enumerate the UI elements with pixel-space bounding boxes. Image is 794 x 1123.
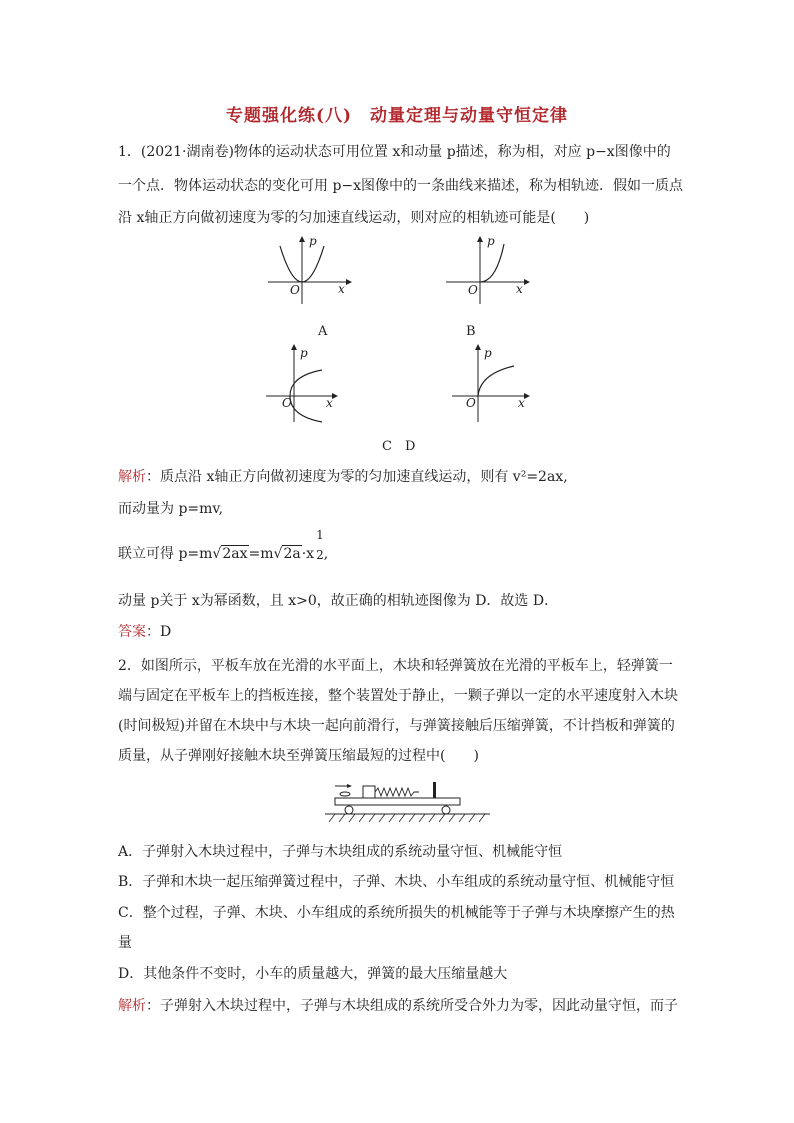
- formula-part-2: =m: [248, 546, 274, 562]
- solution1-line-2: 而动量为 p=mv,: [118, 501, 224, 517]
- graph-c-y-label: p: [300, 346, 308, 360]
- graph-d-x-label: x: [518, 396, 525, 410]
- solution2-label: 解析: [118, 998, 146, 1014]
- solution1-text-1: ：质点沿 x轴正方向做初速度为零的匀加速直线运动，则有 v²=2ax,: [146, 469, 568, 485]
- formula-part-1: 联立可得 p=m: [118, 546, 213, 562]
- graph-d: [450, 344, 540, 424]
- q2-line-4: 质量，从子弹刚好接触木块至弹簧压缩最短的过程中( ): [118, 748, 479, 764]
- q1-line-1: 1．(2021·湖南卷)物体的运动状态可用位置 x和动量 p描述，称为相，对应 p−x图像中的: [118, 144, 671, 160]
- q2-line-2: 端与固定在平板车上的挡板连接，整个装置处于静止，一颗子弹以一定的水平速度射入木块: [118, 688, 678, 704]
- graph-b-label: B: [466, 324, 476, 339]
- graph-a-y-label: p: [309, 234, 317, 248]
- answer-label: 答案: [118, 624, 146, 640]
- answer1: [118, 622, 171, 642]
- graph-d-y-label: p: [484, 346, 492, 360]
- q2-option-b: B．子弹和木块一起压缩弹簧过程中，子弹、木块、小车组成的系统动量守恒、机械能守恒: [118, 874, 675, 890]
- solution1-line-3: [118, 528, 329, 568]
- sqrt-sign-1: √: [212, 546, 222, 562]
- graph-b-origin-label: O: [468, 283, 478, 297]
- solution1-line-4: 动量 p关于 x为幂函数，且 x>0，故正确的相轨迹图像为 D．故选 D．: [118, 593, 559, 609]
- q2-option-c-line-2: 量: [118, 935, 132, 951]
- q2-line-3: (时间极短)并留在木块中与木块一起向前滑行，与弹簧接触后压缩弹簧，不计挡板和弹簧的: [118, 718, 675, 734]
- q2-line-1: 2．如图所示，平板车放在光滑的水平面上，木块和轻弹簧放在光滑的平板车上，轻弹簧一: [118, 658, 673, 674]
- formula-sqrt-1: 2ax: [222, 546, 248, 562]
- graph-c-origin-label: O: [282, 396, 292, 410]
- exponent-fraction: [316, 528, 324, 568]
- cart-diagram: [325, 778, 490, 828]
- q1-line-2: 一个点．物体运动状态的变化可用 p−x图像中的一条曲线来描述，称为相轨迹．假如一质点: [118, 178, 684, 194]
- q2-option-a: A．子弹射入木块过程中，子弹与木块组成的系统动量守恒、机械能守恒: [118, 844, 563, 860]
- graph-c-x-label: x: [326, 396, 333, 410]
- answer-text: ：D: [146, 624, 172, 640]
- formula-sqrt-2: 2a: [283, 546, 301, 562]
- graph-d-origin-label: O: [466, 396, 476, 410]
- formula-comma: ,: [323, 546, 329, 562]
- formula-part-3: ·x: [301, 546, 315, 562]
- q2-option-d: D．其他条件不变时，小车的质量越大，弹簧的最大压缩量越大: [118, 966, 508, 982]
- solution2-text-1: ：子弹射入木块过程中，子弹与木块组成的系统所受合外力为零，因此动量守恒，而子: [146, 998, 678, 1014]
- q2-option-c-line-1: C．整个过程，子弹、木块、小车组成的系统所损失的机械能等于子弹与木块摩擦产生的热: [118, 905, 675, 921]
- graph-a: [262, 236, 352, 306]
- graph-a-label: A: [318, 324, 328, 339]
- graph-a-x-label: x: [338, 282, 345, 296]
- graph-c: [262, 344, 352, 424]
- solution1-label: 解析: [118, 469, 146, 485]
- sqrt-sign-2: √: [273, 546, 283, 562]
- page-title: 专题强化练(八) 动量定理与动量守恒定律: [225, 106, 569, 126]
- exponent-numerator: 1: [316, 528, 324, 542]
- graph-a-origin-label: O: [290, 283, 300, 297]
- graph-b-x-label: x: [516, 282, 523, 296]
- graph-b-y-label: p: [487, 234, 495, 248]
- solution2-line-1: [118, 996, 678, 1016]
- q1-line-3: 沿 x轴正方向做初速度为零的匀加速直线运动，则对应的相轨迹可能是( ): [118, 210, 590, 226]
- graph-cd-label: C D: [382, 439, 416, 454]
- solution1-line-1: [118, 467, 568, 487]
- exponent-denominator: 2: [316, 548, 324, 562]
- graph-b: [440, 236, 530, 306]
